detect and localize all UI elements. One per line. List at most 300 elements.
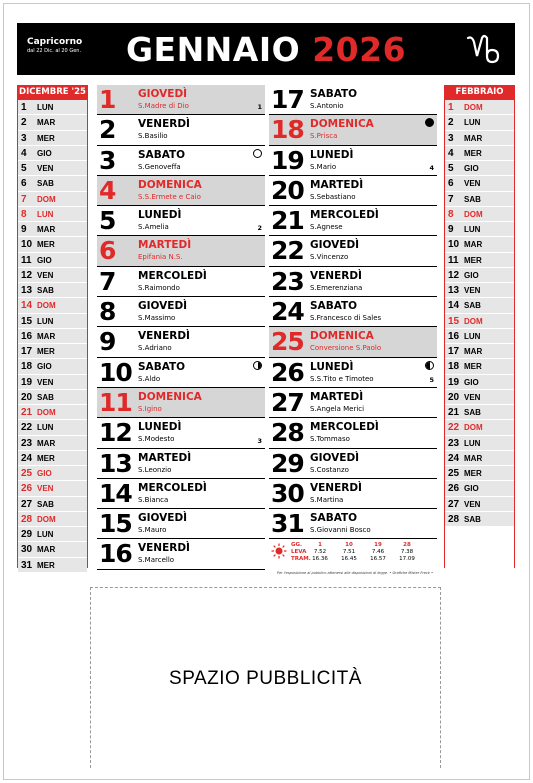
- day-number: 15: [99, 509, 132, 539]
- sunset-time: 16.57: [370, 556, 386, 562]
- saint-name: S.Genoveffa: [138, 162, 181, 171]
- side-day-weekday: SAB: [464, 408, 481, 417]
- saint-name: Epifania N.S.: [138, 253, 183, 262]
- day-number: 20: [271, 175, 304, 205]
- side-day-row: [18, 359, 87, 374]
- saint-name: S.Francesco di Sales: [310, 314, 382, 323]
- zodiac-sign-name: Capricorno: [27, 37, 83, 47]
- side-day-number: 31: [21, 559, 33, 571]
- day-number: 8: [99, 297, 116, 327]
- day-row: [97, 449, 265, 479]
- side-day-weekday: GIO: [37, 148, 52, 158]
- side-day-row: [445, 466, 514, 481]
- side-day-weekday: MER: [37, 560, 55, 570]
- day-number: 21: [271, 206, 304, 236]
- side-day-weekday: MER: [464, 362, 482, 372]
- side-day-number: 14: [448, 300, 460, 312]
- side-day-number: 16: [448, 330, 460, 342]
- side-day-weekday: SAB: [464, 514, 481, 524]
- side-day-row: [18, 207, 87, 222]
- day-name: LUNEDÌ: [138, 209, 182, 222]
- side-day-weekday: MAR: [37, 545, 56, 555]
- sun-label-tram: TRAM.: [291, 556, 311, 562]
- week-number: 5: [429, 375, 434, 384]
- day-name: MARTEDÌ: [310, 390, 364, 403]
- side-day-number: 27: [21, 498, 33, 510]
- side-day-weekday: SAB: [37, 179, 54, 189]
- legal-note: Per l'esposizione al pubblico attenersi alle disposizioni di legge. • Grafiche Mister Freck •: [276, 571, 434, 575]
- side-day-number: 14: [21, 300, 33, 312]
- side-day-row: [445, 161, 514, 176]
- side-day-row: [18, 298, 87, 313]
- day-number: 6: [99, 236, 116, 266]
- side-day-weekday: DOM: [464, 423, 483, 433]
- week-number: 3: [257, 436, 262, 445]
- saint-name: S.Vincenzo: [310, 253, 349, 262]
- day-name: LUNEDÌ: [310, 360, 354, 373]
- day-number: 16: [99, 539, 132, 569]
- week-number: 2: [257, 224, 262, 233]
- week-number: 1: [257, 103, 262, 112]
- side-day-weekday: VEN: [37, 270, 54, 280]
- side-day-weekday: SAB: [37, 499, 54, 509]
- side-day-row: [445, 481, 514, 496]
- side-day-row: [18, 405, 87, 420]
- last-quarter-icon: [253, 361, 262, 370]
- day-row: [97, 267, 265, 297]
- side-day-weekday: MER: [464, 469, 482, 478]
- day-name: VENERDÌ: [138, 118, 190, 131]
- side-day-row: [445, 268, 514, 283]
- day-name: SABATO: [310, 300, 358, 313]
- side-day-weekday: LUN: [464, 438, 481, 448]
- side-day-number: 25: [448, 468, 460, 479]
- day-number: 18: [271, 115, 304, 145]
- saint-name: S.Igino: [138, 404, 162, 413]
- side-day-row: [18, 390, 87, 405]
- day-number: 29: [271, 448, 304, 478]
- sunrise-time: 7.46: [371, 549, 385, 555]
- saint-name: S.Antonio: [310, 102, 344, 110]
- day-number: 7: [99, 266, 116, 296]
- side-day-number: 7: [448, 193, 454, 205]
- day-row: [269, 146, 437, 176]
- side-day-number: 24: [21, 452, 33, 464]
- side-day-number: 24: [448, 452, 460, 464]
- side-day-row: [445, 298, 514, 313]
- saint-name: S.S.Ermete e Caio: [138, 192, 201, 201]
- side-day-weekday: LUN: [464, 118, 481, 128]
- side-day-weekday: MAR: [464, 240, 483, 250]
- side-day-number: 20: [448, 391, 460, 403]
- day-row: [97, 539, 265, 569]
- side-day-number: 9: [21, 224, 27, 235]
- day-name: SABATO: [310, 88, 358, 100]
- side-day-row: [18, 497, 87, 512]
- saint-name: S.Emerenziana: [310, 283, 363, 292]
- day-number: 9: [99, 327, 116, 357]
- day-row: [97, 297, 265, 327]
- sun-column: [398, 542, 416, 563]
- sun-day: 1: [318, 542, 322, 548]
- day-number: 28: [271, 418, 304, 448]
- next-month-panel: [444, 85, 515, 568]
- saint-name: S.Mauro: [138, 526, 167, 535]
- side-day-weekday: VEN: [37, 484, 54, 494]
- day-number: 13: [99, 448, 132, 478]
- side-day-row: [18, 344, 87, 359]
- side-day-weekday: MER: [464, 255, 482, 265]
- day-name: MERCOLEDÌ: [310, 209, 379, 222]
- side-day-weekday: DOM: [464, 209, 483, 219]
- side-day-weekday: LUN: [37, 423, 54, 433]
- day-row: [97, 176, 265, 206]
- sun-day: 28: [403, 542, 411, 548]
- side-day-weekday: DOM: [37, 514, 56, 524]
- side-day-weekday: DOM: [464, 316, 483, 326]
- side-day-number: 5: [21, 163, 27, 174]
- sunset-time: 16.36: [312, 556, 328, 562]
- side-day-row: [18, 436, 87, 451]
- day-name: MERCOLEDÌ: [138, 481, 207, 494]
- new-moon-icon: [425, 118, 434, 127]
- day-number: 5: [99, 206, 116, 236]
- side-day-number: 25: [21, 468, 33, 479]
- day-row: [97, 418, 265, 448]
- month-name: GENNAIO: [125, 30, 301, 69]
- side-day-weekday: MAR: [37, 438, 56, 448]
- side-day-row: [445, 176, 514, 191]
- side-day-number: 11: [21, 254, 32, 266]
- day-number: 14: [99, 478, 132, 508]
- side-day-row: [18, 329, 87, 344]
- saint-name: S.Raimondo: [138, 283, 180, 292]
- side-day-number: 27: [448, 498, 460, 510]
- day-name: DOMENICA: [138, 390, 202, 403]
- side-day-number: 15: [448, 315, 460, 327]
- side-day-weekday: MAR: [464, 347, 483, 356]
- day-row: [269, 327, 437, 357]
- side-day-row: [445, 497, 514, 512]
- side-day-row: [445, 131, 514, 146]
- side-day-row: [18, 466, 87, 481]
- side-day-number: 15: [21, 315, 33, 327]
- side-day-weekday: MER: [37, 133, 55, 143]
- side-day-number: 5: [448, 163, 454, 174]
- side-day-row: [18, 161, 87, 176]
- calendar-header: [17, 23, 515, 75]
- side-day-weekday: GIO: [464, 164, 479, 173]
- side-day-number: 21: [21, 407, 33, 418]
- side-day-number: 6: [448, 178, 454, 190]
- side-day-row: [18, 237, 87, 252]
- side-day-number: 4: [21, 147, 27, 159]
- side-day-row: [445, 192, 514, 207]
- side-day-row: [445, 436, 514, 451]
- sun-day: 19: [374, 542, 382, 548]
- side-day-row: [445, 314, 514, 329]
- side-day-number: 26: [21, 483, 33, 495]
- side-day-row: [18, 100, 87, 115]
- sun-table-labels: [291, 542, 311, 563]
- side-day-weekday: MAR: [37, 225, 56, 234]
- sunrise-sunset-table: [269, 540, 437, 568]
- day-row: [97, 388, 265, 418]
- day-name: MERCOLEDÌ: [310, 421, 379, 434]
- side-day-row: [18, 512, 87, 527]
- side-day-row: [18, 176, 87, 191]
- day-row: [97, 479, 265, 509]
- day-number: 4: [99, 175, 116, 205]
- side-day-row: [18, 115, 87, 130]
- day-number: 23: [271, 266, 304, 296]
- side-day-number: 22: [21, 422, 33, 434]
- day-number: 22: [271, 236, 304, 266]
- day-number: 27: [271, 387, 304, 417]
- saint-name: S.Giovanni Bosco: [310, 526, 371, 535]
- day-name: LUNEDÌ: [310, 148, 354, 161]
- day-number: 11: [99, 387, 132, 417]
- saint-name: S.Adriano: [138, 344, 172, 353]
- day-row: [269, 479, 437, 509]
- side-day-weekday: LUN: [37, 316, 54, 326]
- day-row: [269, 358, 437, 388]
- side-day-weekday: GIO: [37, 255, 52, 265]
- side-day-row: [18, 283, 87, 298]
- day-row: [97, 236, 265, 266]
- week-number: 4: [429, 163, 434, 172]
- day-row: [269, 418, 437, 448]
- side-day-row: [18, 131, 87, 146]
- saint-name: S.Amelia: [138, 223, 169, 232]
- side-day-row: [445, 207, 514, 222]
- side-day-weekday: DOM: [37, 301, 56, 311]
- side-day-weekday: GIO: [464, 270, 479, 280]
- side-day-number: 13: [448, 285, 460, 296]
- day-row: [97, 358, 265, 388]
- previous-month-label: DICEMBRE '25: [18, 85, 87, 100]
- side-day-number: 3: [21, 132, 27, 144]
- saint-name: S.Madre di Dio: [138, 102, 189, 110]
- day-row: [269, 176, 437, 206]
- day-name: GIOVEDÌ: [138, 300, 188, 313]
- side-day-row: [445, 405, 514, 420]
- side-day-weekday: VEN: [464, 179, 481, 189]
- side-day-number: 19: [448, 376, 460, 388]
- saint-name: S.Prisca: [310, 132, 338, 141]
- saint-name: S.Basilio: [138, 132, 168, 141]
- capricorn-icon: [465, 32, 503, 66]
- day-row: [269, 267, 437, 297]
- day-row: [269, 115, 437, 145]
- side-day-row: [445, 375, 514, 390]
- side-day-row: [445, 390, 514, 405]
- side-day-number: 12: [448, 269, 460, 281]
- day-name: GIOVEDÌ: [138, 512, 188, 525]
- side-day-row: [18, 451, 87, 466]
- side-day-weekday: MAR: [464, 453, 483, 463]
- day-row: [269, 388, 437, 418]
- days-column-right: [269, 85, 437, 539]
- side-day-row: [445, 146, 514, 161]
- day-name: MARTEDÌ: [138, 451, 192, 464]
- sun-column: [311, 542, 329, 563]
- day-name: VENERDÌ: [138, 542, 190, 555]
- side-day-number: 2: [448, 117, 454, 129]
- saint-name: S.Massimo: [138, 314, 176, 323]
- side-day-weekday: VEN: [464, 499, 481, 509]
- side-day-number: 20: [21, 391, 33, 403]
- side-day-row: [445, 100, 514, 115]
- side-day-number: 2: [21, 117, 27, 129]
- side-day-number: 16: [21, 330, 33, 342]
- saint-name: Conversione S.Paolo: [310, 344, 382, 353]
- day-number: 25: [271, 327, 304, 357]
- side-day-weekday: VEN: [464, 286, 481, 295]
- day-row: [97, 85, 265, 115]
- side-day-weekday: VEN: [37, 164, 54, 173]
- saint-name: S.Sebastiano: [310, 192, 356, 201]
- sunrise-time: 7.38: [400, 549, 414, 555]
- side-day-row: [18, 542, 87, 557]
- side-day-number: 21: [448, 407, 460, 418]
- day-name: VENERDÌ: [310, 481, 362, 494]
- sunset-time: 16.45: [341, 556, 357, 562]
- day-name: DOMENICA: [138, 178, 202, 191]
- side-day-row: [18, 146, 87, 161]
- sunrise-time: 7.51: [342, 549, 356, 555]
- side-day-weekday: SAB: [37, 392, 54, 402]
- side-day-row: [445, 115, 514, 130]
- side-day-row: [18, 192, 87, 207]
- side-day-weekday: VEN: [464, 392, 481, 402]
- saint-name: S.Agnese: [310, 223, 343, 232]
- next-month-days: [445, 100, 514, 527]
- day-row: [97, 146, 265, 176]
- side-day-weekday: GIO: [464, 377, 479, 387]
- side-day-number: 30: [21, 544, 33, 556]
- day-name: SABATO: [138, 360, 186, 373]
- side-day-row: [18, 558, 87, 573]
- day-row: [269, 449, 437, 479]
- side-day-number: 19: [21, 376, 33, 388]
- saint-name: S.S.Tito e Timoteo: [310, 374, 374, 383]
- side-day-weekday: MAR: [37, 331, 56, 341]
- side-day-row: [18, 268, 87, 283]
- side-day-number: 28: [21, 513, 33, 525]
- side-day-weekday: GIO: [37, 469, 52, 478]
- side-day-row: [18, 253, 87, 268]
- sun-column: [340, 542, 358, 563]
- day-name: DOMENICA: [310, 330, 374, 343]
- side-day-number: 29: [21, 529, 33, 540]
- side-day-number: 6: [21, 178, 27, 190]
- saint-name: S.Martina: [310, 495, 344, 504]
- side-day-row: [445, 222, 514, 237]
- saint-name: S.Costanzo: [310, 465, 349, 474]
- day-name: SABATO: [138, 148, 186, 161]
- sun-column: [369, 542, 387, 563]
- day-name: GIOVEDÌ: [138, 88, 188, 100]
- side-day-weekday: SAB: [37, 286, 54, 295]
- day-number: 2: [99, 115, 116, 145]
- day-name: MERCOLEDÌ: [138, 269, 207, 282]
- side-day-row: [445, 253, 514, 268]
- next-month-label: FEBBRAIO: [445, 85, 514, 100]
- side-day-row: [445, 329, 514, 344]
- side-day-weekday: SAB: [464, 301, 481, 311]
- day-number: 19: [271, 145, 304, 175]
- saint-name: S.Angela Merici: [310, 404, 365, 413]
- day-row: [97, 327, 265, 357]
- day-row: [97, 115, 265, 145]
- full-moon-icon: [253, 149, 262, 158]
- side-day-row: [445, 344, 514, 359]
- month-title: [17, 31, 515, 69]
- sunset-time: 17.09: [399, 556, 415, 562]
- sun-day: 10: [345, 542, 353, 548]
- previous-month-days: [18, 100, 87, 573]
- first-quarter-icon: [425, 361, 434, 370]
- day-row: [269, 206, 437, 236]
- side-day-number: 11: [448, 254, 459, 266]
- side-day-weekday: MER: [37, 347, 55, 356]
- side-day-number: 18: [21, 361, 33, 373]
- day-number: 10: [99, 357, 132, 387]
- side-day-number: 9: [448, 224, 454, 235]
- saint-name: S.Tommaso: [310, 435, 350, 444]
- day-number: 12: [99, 418, 132, 448]
- day-name: MARTEDÌ: [310, 178, 364, 191]
- side-day-number: 26: [448, 483, 460, 495]
- side-day-weekday: MER: [37, 240, 55, 250]
- side-day-row: [18, 481, 87, 496]
- side-day-weekday: DOM: [37, 194, 56, 204]
- advertising-label: SPAZIO PUBBLICITÀ: [169, 668, 362, 689]
- side-day-weekday: LUN: [37, 209, 54, 219]
- day-row: [269, 509, 437, 539]
- year: 2026: [312, 30, 407, 69]
- side-day-row: [445, 359, 514, 374]
- side-day-number: 12: [21, 269, 33, 281]
- day-name: SABATO: [310, 512, 358, 525]
- side-day-row: [445, 283, 514, 298]
- side-day-row: [445, 237, 514, 252]
- side-day-number: 4: [448, 147, 454, 159]
- side-day-row: [18, 527, 87, 542]
- day-number: 30: [271, 478, 304, 508]
- side-day-weekday: LUN: [464, 225, 481, 234]
- side-day-weekday: GIO: [37, 362, 52, 372]
- side-day-row: [18, 420, 87, 435]
- side-day-weekday: DOM: [464, 103, 483, 112]
- side-day-weekday: MER: [37, 453, 55, 463]
- sun-label-leva: LEVA: [291, 549, 307, 555]
- side-day-number: 23: [21, 437, 33, 449]
- saint-name: S.Leonzio: [138, 465, 172, 474]
- side-day-weekday: MER: [464, 148, 482, 158]
- saint-name: S.Marcello: [138, 556, 175, 565]
- side-day-number: 17: [21, 346, 33, 357]
- day-name: DOMENICA: [310, 118, 374, 131]
- saint-name: S.Modesto: [138, 435, 175, 444]
- side-day-row: [445, 420, 514, 435]
- day-row: [97, 206, 265, 236]
- day-name: VENERDÌ: [310, 269, 362, 282]
- side-day-number: 8: [448, 208, 454, 220]
- sunrise-time: 7.52: [313, 549, 327, 555]
- side-day-weekday: MAR: [464, 133, 483, 143]
